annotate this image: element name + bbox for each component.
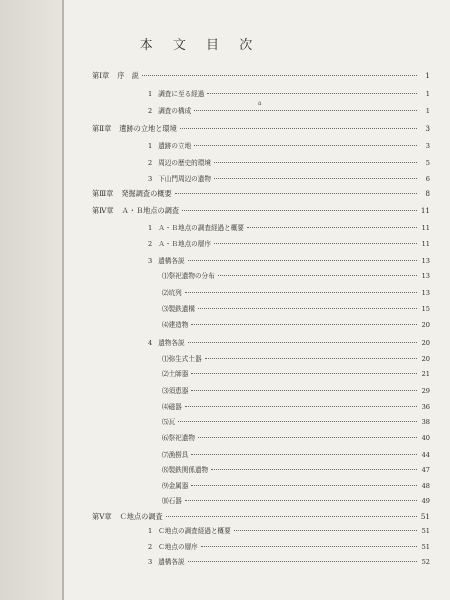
toc-leader-dots [205,358,417,359]
toc-label: Ｃ地点の調査 [119,512,163,521]
toc-leader-dots [185,500,417,501]
toc-page-number: 40 [421,434,430,442]
toc-label: ⑵土師器 [162,370,189,378]
toc-number: 3 [148,175,153,183]
toc-number: 1 [148,224,153,232]
toc-leader-dots [191,485,417,486]
toc-label: ⑻製鉄関係遺物 [162,466,209,474]
toc-entry [162,272,430,280]
toc-page-number: 1 [425,71,430,80]
toc-entry [148,224,430,232]
toc-entry [162,418,430,426]
toc-entry [162,497,430,505]
toc-leader-dots [166,516,417,517]
toc-label: ⑴弥生式土器 [162,355,202,363]
stray-mark: a [258,100,262,107]
toc-leader-dots [180,128,417,129]
toc-label: 遺物各説 [158,339,185,347]
toc-entry [92,207,430,215]
toc-page-number: 20 [421,321,430,329]
toc-leader-dots [247,227,417,228]
toc-leader-dots [234,530,417,531]
toc-label: 発掘調査の概要 [121,189,172,198]
toc-leader-dots [218,275,417,276]
toc-label: ⑴祭祀遺物の分布 [162,272,215,280]
toc-leader-dots [211,469,417,470]
toc-label: Ｃ地点の調査経過と概要 [158,527,231,535]
toc-label: ⑵坑列 [162,289,182,297]
toc-number: 3 [148,257,153,265]
toc-page-number: 3 [425,142,430,150]
toc-page-number: 44 [421,451,430,459]
toc-page-number: 51 [421,527,430,535]
toc-page-number: 51 [420,512,430,521]
toc-label: 遺構各説 [158,558,185,566]
toc-number: 2 [148,543,153,551]
toc-label: 序 説 [117,71,139,80]
toc-number: 3 [148,558,153,566]
toc-label: ⑺漁撈具 [162,451,189,459]
page-title: 本 文 目 次 [139,38,261,53]
toc-leader-dots [191,324,417,325]
toc-page-number: 1 [425,107,430,115]
toc-label: 遺跡の立地と環境 [119,124,177,133]
toc-number: 第Ⅴ章 [92,512,112,521]
toc-entry [148,543,430,551]
toc-label: 調査に至る経過 [158,90,205,98]
toc-entry [92,72,430,80]
toc-entry [148,175,430,183]
toc-leader-dots [194,145,417,146]
toc-page-number: 36 [421,403,430,411]
toc-page-number: 52 [421,558,430,566]
toc-page-number: 29 [421,387,430,395]
toc-leader-dots [194,110,417,111]
toc-leader-dots [188,561,417,562]
toc-entry [162,289,430,297]
toc-page-number: 15 [421,305,430,313]
toc-entry [148,142,430,150]
toc-entry [162,403,430,411]
toc-label: Ａ・Ｂ地点の調査 [121,206,180,215]
toc-number: 1 [148,90,153,98]
toc-label: 周辺の歴史的環境 [158,159,211,167]
toc-label: ⑷建造物 [162,321,189,329]
toc-entry [162,482,430,490]
toc-leader-dots [185,406,417,407]
toc-entry [148,527,430,535]
toc-leader-dots [198,308,417,309]
toc-number: 2 [148,107,153,115]
toc-number: 1 [148,527,153,535]
toc-label: Ｃ地点の層序 [158,543,198,551]
toc-label: 下山門周辺の遺物 [158,175,211,183]
toc-label: Ａ・Ｂ地点の調査経過と概要 [158,224,244,232]
toc-page-number: 13 [421,289,430,297]
toc-entry [148,240,430,248]
toc-page-number: 11 [421,224,430,232]
toc-number: 第Ⅱ章 [92,124,112,133]
toc-leader-dots [207,93,417,94]
toc-entry [148,107,430,115]
toc-entry [92,513,430,521]
toc-entry [162,355,430,363]
toc-entry [162,370,430,378]
toc-page-number: 47 [421,466,430,474]
toc-page-number: 20 [421,339,430,347]
toc-label: 調査の構成 [158,107,192,115]
toc-number: 4 [148,339,153,347]
toc-leader-dots [214,162,417,163]
toc-entry [162,321,430,329]
toc-leader-dots [175,193,417,194]
toc-entry [92,125,430,133]
toc-label: ⑽石器 [162,497,182,505]
toc-page-number: 11 [420,206,430,215]
toc-entry [148,159,430,167]
toc-entry [162,451,430,459]
toc-leader-dots [191,373,417,374]
toc-leader-dots [178,421,417,422]
toc-entry [162,466,430,474]
toc-page-number: 49 [421,497,430,505]
toc-label: Ａ・Ｂ地点の層序 [158,240,211,248]
toc-entry [92,190,430,198]
toc-number: 2 [148,159,153,167]
toc-entry [148,558,430,566]
toc-leader-dots [142,75,417,76]
toc-page-number: 20 [421,355,430,363]
toc-page-number: 11 [421,240,430,248]
toc-page-number: 5 [425,159,430,167]
toc-label: ⑶製鉄遺構 [162,305,195,313]
toc-page-number: 38 [421,418,430,426]
toc-number: 第Ⅰ章 [92,71,110,80]
toc-leader-dots [214,178,417,179]
toc-label: 遺跡の立地 [158,142,192,150]
toc-page-number: 13 [421,257,430,265]
toc-page-number: 51 [421,543,430,551]
toc-number: 第Ⅲ章 [92,189,114,198]
toc-page-number: 13 [421,272,430,280]
toc-page-number: 6 [425,175,430,183]
toc-page-number: 3 [425,124,430,133]
toc-leader-dots [201,546,417,547]
toc-leader-dots [191,454,417,455]
toc-number: 2 [148,240,153,248]
toc-number: 第Ⅳ章 [92,206,114,215]
toc-page-number: 8 [425,189,430,198]
toc-leader-dots [188,260,417,261]
toc-entry [148,339,430,347]
toc-page-number: 21 [421,370,430,378]
toc-page-number: 1 [425,90,430,98]
toc-label: ⑼金属器 [162,482,189,490]
toc-leader-dots [198,437,417,438]
toc-entry [148,257,430,265]
toc-label: ⑶須恵器 [162,387,189,395]
toc-entry [148,90,430,98]
toc-entry [162,387,430,395]
toc-entry [162,434,430,442]
toc-leader-dots [182,210,417,211]
toc-leader-dots [191,390,417,391]
toc-label: 遺構各説 [158,257,185,265]
toc-entry [162,305,430,313]
toc-page-number: 48 [421,482,430,490]
toc-label: ⑸瓦 [162,418,176,426]
toc-leader-dots [214,243,417,244]
toc-label: ⑹祭祀遺物 [162,434,195,442]
toc-number: 1 [148,142,153,150]
toc-leader-dots [185,292,417,293]
toc-leader-dots [188,342,417,343]
toc-label: ⑷磁器 [162,403,182,411]
